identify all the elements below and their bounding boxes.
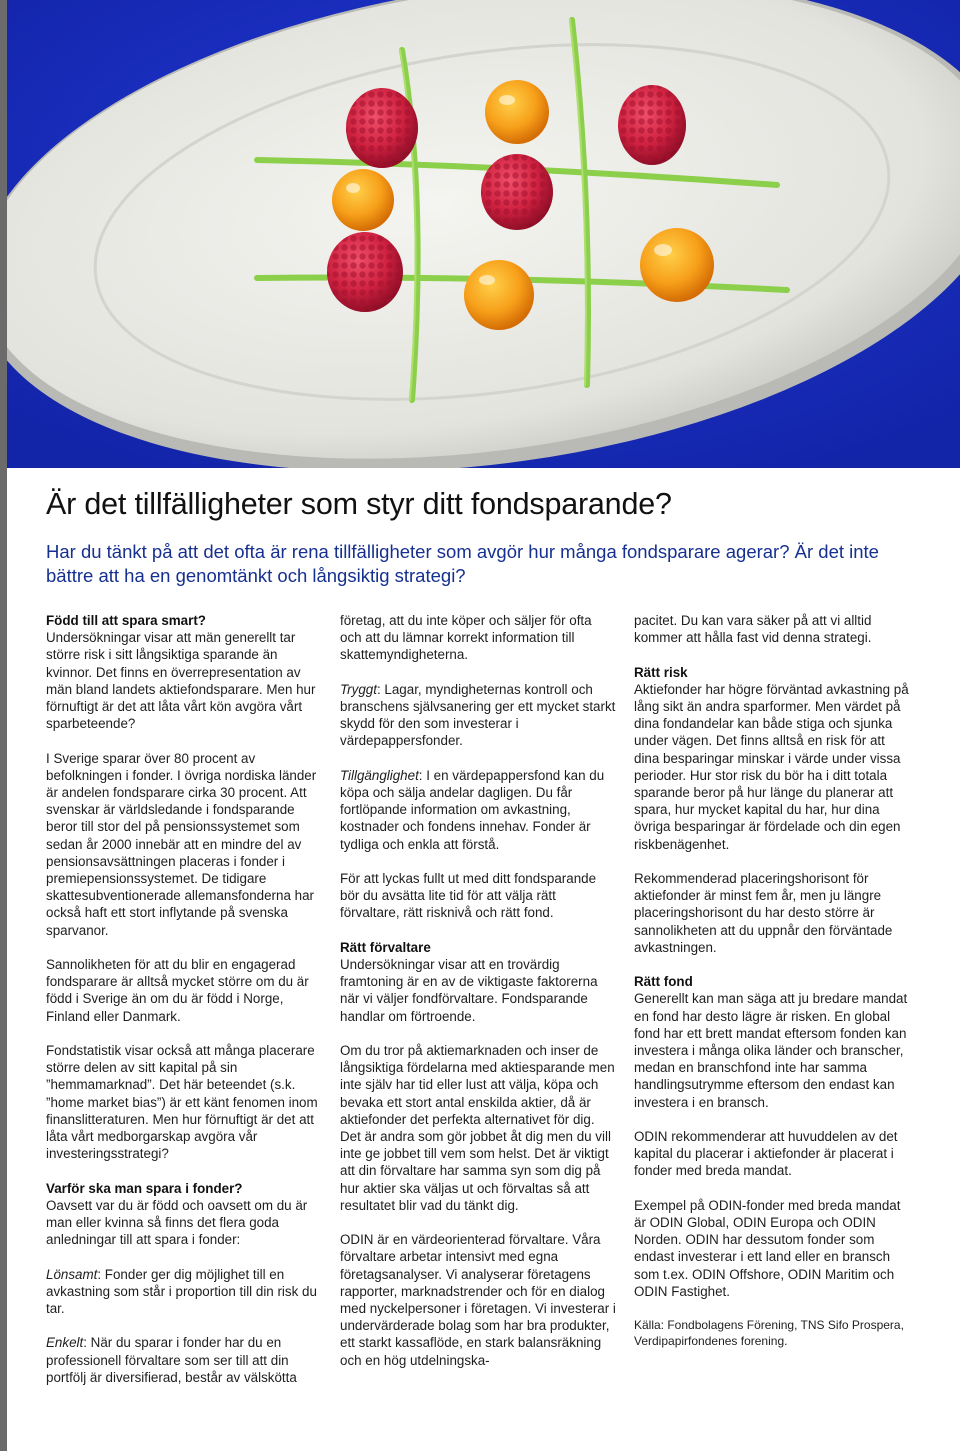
heading-ratt-risk: Rätt risk <box>634 664 688 680</box>
paragraph: Oavsett var du är född och oavsett om du är man eller kvinna så finns det flera goda anledningar till att spara i fonder: <box>46 1197 308 1248</box>
paragraph: Aktiefonder har högre förväntad avkastning på lång sikt än andra sparformer. Men värdet på dina fondandelar kan både stiga och sjunka under vägen. Det finns alltså en risk för att dina besparingar minskar i värde under vissa perioder. Hur stor risk du bör ha i ditt totala sparande beror på hur länge du planerar att spara, hur mycket kapital du har, hur dina övriga besparingar är fördelade och din egen riskbenägenhet. <box>634 681 909 852</box>
orange-top-middle <box>485 80 549 144</box>
lonsamt-text: : Fonder ger dig möjlighet till en avkastning som står i proportion till din risk du tar. <box>46 1266 317 1317</box>
raspberry-center <box>481 154 553 230</box>
lead-paragraph: Har du tänkt på att det ofta är rena tillfälligheter som avgör hur många fondsparare agerar? Är det inte bättre att ha en genomtänkt och långsiktig strategi? <box>46 541 879 586</box>
lonsamt-label: Lönsamt <box>46 1266 98 1282</box>
raspberry-top-left <box>346 88 418 168</box>
enkelt-text: : När du sparar i fonder har du en professionell förvaltare som ser till att din portfölj är diversifierad, består av välskötta <box>46 1335 297 1385</box>
tryggt-label: Tryggt <box>340 681 377 697</box>
paragraph: Fondstatistik visar också att många placerare större delen av sitt kapital på sin ”hemmamarknad”. Det här beteendet (s.k. ”home market bias”) är ett känt fenomen inom finanslitteraturen. Men hur förnuftigt är det att låta vårt medborgarskap avgöra vår investeringsstrategi? <box>46 1043 318 1162</box>
paragraph-tryggt <box>340 681 616 750</box>
left-edge-strip <box>0 0 7 1451</box>
page-headline: Är det tillfälligheter som styr ditt fondsparande? <box>46 487 672 521</box>
paragraph: Exempel på ODIN-fonder med breda mandat är ODIN Global, ODIN Europa och ODIN Norden. ODIN har dessutom fonder som endast investerar i ett land eller en bransch som t.ex. ODIN Offshore, ODIN Maritim och ODIN Fastighet. <box>634 1197 901 1299</box>
raspberry-top-right <box>618 85 686 165</box>
paragraph-lonsamt <box>46 1266 322 1318</box>
enkelt-label: Enkelt <box>46 1335 84 1351</box>
paragraph: ODIN är en värdeorienterad förvaltare. Våra förvaltare arbetar intensivt med egna företagsanalyser. Vi analyserar företagens rapporter, marknadstrender och för en dialog med nyckelpersoner i företagen. Vi investerar i undervärderade bolag som har bra produkter, ett starkt kassaflöde, en stark balansräkning och en hög utdelningska- <box>340 1232 616 1368</box>
heading-ratt-fond: Rätt fond <box>634 974 693 990</box>
tillganglighet-text: : I en värdepappersfond kan du köpa och sälja andelar dagligen. Du får fortlöpande information om avkastning, kostnader och fondens innehav. Fonder är tydliga och enkla att förstå. <box>340 767 605 852</box>
paragraph: Om du tror på aktiemarknaden och inser de långsiktiga fördelarna med aktiesparande men inte själv har tid eller lust att välja, köpa och bevaka ett stort antal enskilda aktier, då är aktiefonder det perfekta alternativet för dig. Det är andra som gör jobbet åt dig men du vill inte ge jobbet till vem som helst. Det är viktigt att din förvaltare har samma syn som dig på hur aktier ska väljas ut och förvaltas så att resultatet blir vad du tänkt dig. <box>340 1043 615 1213</box>
raspberry-bottom-left <box>327 232 403 312</box>
paragraph: pacitet. Du kan vara säker på att vi alltid kommer att hålla fast vid denna strategi. <box>634 613 872 646</box>
heading-fodd: Född till att spara smart? <box>46 613 206 628</box>
paragraph: Rekommenderad placeringshorisont för aktiefonder är minst fem år, men ju längre placeringshorisont du har desto större är sannolikheten att du uppnår den förväntade avkastningen. <box>634 871 893 955</box>
paragraph: Undersökningar visar att en trovärdig framtoning är en av de viktigaste faktorerna när vi väljer fondförvaltare. Fondsparande handlar om förtroende. <box>340 957 598 1024</box>
hero-photo <box>7 0 960 468</box>
orange-bottom-right <box>640 228 714 302</box>
orange-bottom-middle <box>464 260 534 330</box>
orange-middle-left <box>332 169 394 231</box>
source-note: Källa: Fondbolagens Förening, TNS Sifo Prospera, Verdipapirfondenes forening. <box>634 1318 904 1349</box>
paragraph: Undersökningar visar att män generellt tar större risk i sitt långsiktiga sparande än kvinnor. Det finns en överrepresentation av män bland landets aktiefondsparare. Men hur förnuftigt är det att låta vårt kön avgöra vårt sparbeteende? <box>46 630 316 732</box>
tillganglighet-label: Tillgänglighet <box>340 767 419 783</box>
heading-ratt-forvaltare: Rätt förvaltare <box>340 939 431 955</box>
paragraph: För att lyckas fullt ut med ditt fondsparande bör du avsätta lite tid för att välja rätt förvaltare, rätt risknivå och rätt fond. <box>340 871 597 921</box>
paragraph: Sannolikheten för att du blir en engagerad fondsparare är alltså mycket större om du är född i Sverige än om du är född i Norge, Finland eller Danmark. <box>46 957 309 1024</box>
text-column-2 <box>340 612 616 1386</box>
paragraph: företag, att du inte köper och säljer för ofta och att du lämnar korrekt information till skattemyndigheterna. <box>340 613 592 663</box>
paragraph: Generellt kan man säga att ju bredare mandat en fond har desto lägre är risken. En global fond har ett brett mandat eftersom fonden kan investera i många olika länder och branscher, medan en branschfond inte har samma handlingsutrymme eftersom den endast kan investera i en bransch. <box>634 991 908 1110</box>
tryggt-text: : Lagar, myndigheternas kontroll och branschens självsanering ger ett mycket starkt skydd för den som investerar i värdepappersfonder. <box>340 681 616 749</box>
heading-varfor: Varför ska man spara i fonder? <box>46 1180 243 1196</box>
paragraph: I Sverige sparar över 80 procent av befolkningen i fonder. I övriga nordiska länder är andelen fondsparare cirka 30 procent. Att svenskar är världsledande i fondsparande beror till stor del på pensionssystemet som sedan år 2000 innebär att en mindre del av pensionsavsättningen placeras i fonder i premiepensionssystemet. De tidigare skattesubventionerade allemansfonderna har också haft ett stort inflytande på svenska sparvanor. <box>46 750 317 938</box>
paragraph-tillganglighet <box>340 767 616 853</box>
tic-tac-toe-plate-illustration <box>7 0 960 468</box>
text-column-1 <box>46 612 322 1403</box>
paragraph-enkelt <box>46 1334 322 1386</box>
paragraph: ODIN rekommenderar att huvuddelen av det kapital du placerar i aktiefonder är placerat i fonder med breda mandat. <box>634 1129 898 1179</box>
text-column-3 <box>634 612 910 1366</box>
